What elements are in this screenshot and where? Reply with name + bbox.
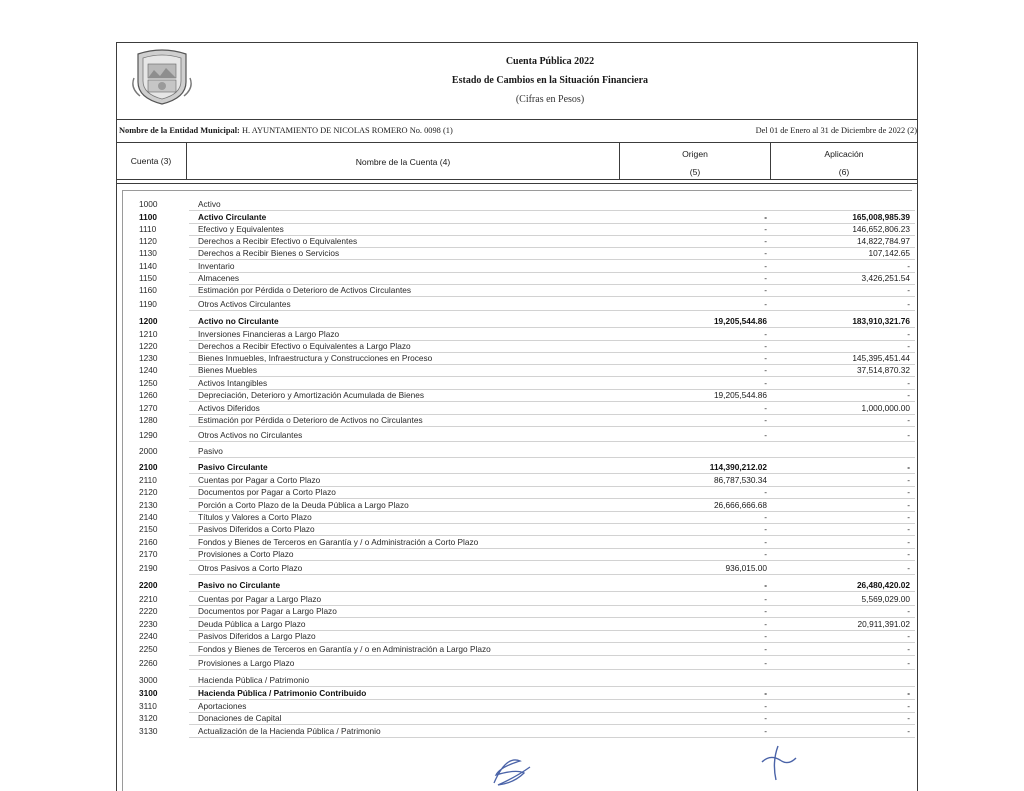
origen-value: 114,390,212.02: [709, 462, 767, 472]
aplicacion-value: -: [907, 537, 910, 547]
account-code: 2130: [139, 500, 158, 510]
table-row: [123, 644, 915, 656]
row-rule: [189, 210, 915, 211]
table-row: [123, 430, 915, 442]
account-name: Activo: [198, 199, 221, 209]
aplicacion-value: -: [907, 606, 910, 616]
account-name: Porción a Corto Plazo de la Deuda Pública a Largo Plazo: [198, 500, 409, 510]
origen-value: -: [764, 594, 767, 604]
account-code: 2000: [139, 446, 158, 456]
account-name: Depreciación, Deterioro y Amortización Acumulada de Bienes: [198, 390, 424, 400]
table-row: [123, 378, 915, 390]
account-code: 1220: [139, 341, 158, 351]
table-row: [123, 475, 915, 487]
origen-value: -: [764, 403, 767, 413]
origen-value: -: [764, 285, 767, 295]
origen-value: 86,787,530.34: [713, 475, 767, 485]
origen-value: -: [764, 606, 767, 616]
aplicacion-value: -: [907, 462, 910, 472]
table-row: [123, 512, 915, 524]
account-code: 1000: [139, 199, 158, 209]
origen-value: 19,205,544.86: [713, 390, 767, 400]
table-row: [123, 606, 915, 618]
table-row: [123, 285, 915, 297]
signature-icon: [762, 746, 796, 780]
account-name: Inversiones Financieras a Largo Plazo: [198, 329, 340, 339]
account-code: 1190: [139, 299, 157, 309]
aplicacion-value: -: [907, 415, 910, 425]
account-code: 2140: [139, 512, 158, 522]
account-code: 1250: [139, 378, 158, 388]
account-name: Activos Intangibles: [198, 378, 268, 388]
account-code: 1140: [139, 261, 157, 271]
row-rule: [189, 296, 915, 297]
account-name: Estimación por Pérdida o Deterioro de Activos Circulantes: [198, 285, 412, 295]
entity-name: H. AYUNTAMIENTO DE NICOLAS ROMERO No. 0098 (1): [241, 126, 453, 135]
account-code: 3110: [139, 701, 157, 711]
aplicacion-value: -: [907, 329, 910, 339]
account-code: 1130: [139, 248, 157, 258]
account-code: 2250: [139, 644, 158, 654]
aplicacion-value: -: [907, 726, 910, 736]
aplicacion-value: -: [907, 701, 910, 711]
account-name: Hacienda Pública / Patrimonio: [198, 675, 310, 685]
origen-value: 19,205,544.86: [713, 316, 767, 326]
account-name: Derechos a Recibir Efectivo o Equivalentes: [198, 236, 358, 246]
row-rule: [189, 310, 915, 311]
origen-value: -: [764, 353, 767, 363]
aplicacion-value: -: [907, 500, 910, 510]
aplicacion-value: 5,569,029.00: [861, 594, 910, 604]
table-row: [123, 299, 915, 311]
aplicacion-value: 20,911,391.02: [857, 619, 910, 629]
account-code: 1120: [139, 236, 157, 246]
account-name: Activo Circulante: [198, 212, 267, 222]
column-divider: [186, 142, 187, 180]
column-header-aplicacion: Aplicación: [824, 149, 864, 159]
table-row: [123, 713, 915, 725]
period-line: Del 01 de Enero al 31 de Diciembre de 2022 (2): [755, 126, 917, 135]
account-code: 1160: [139, 285, 157, 295]
aplicacion-value: 14,822,784.97: [856, 236, 910, 246]
aplicacion-value: -: [907, 341, 910, 351]
aplicacion-value: -: [907, 631, 910, 641]
row-rule: [189, 441, 915, 442]
origen-value: -: [764, 688, 767, 698]
account-name: Fondos y Bienes de Terceros en Garantía y / o Administración a Corto Plazo: [198, 537, 479, 547]
aplicacion-value: -: [907, 285, 910, 295]
account-code: 2210: [139, 594, 158, 604]
table-row: [123, 446, 915, 458]
table-row: [123, 524, 915, 536]
account-code: 1240: [139, 365, 158, 375]
origen-value: -: [764, 378, 767, 388]
account-code: 1210: [139, 329, 158, 339]
origen-value: -: [764, 549, 767, 559]
table-row: [123, 487, 915, 499]
account-code: 2220: [139, 606, 158, 616]
origen-value: -: [764, 512, 767, 522]
origen-value: -: [764, 430, 767, 440]
account-code: 1100: [139, 212, 157, 222]
aplicacion-value: -: [907, 512, 910, 522]
row-rule: [189, 699, 915, 700]
account-name: Pasivo: [198, 446, 223, 456]
account-name: Bienes Muebles: [198, 365, 258, 375]
account-name: Pasivos Diferidos a Largo Plazo: [198, 631, 316, 641]
origen-value: -: [764, 619, 767, 629]
account-code: 1110: [139, 224, 157, 234]
origen-value: -: [764, 537, 767, 547]
account-name: Aportaciones: [198, 701, 247, 711]
origen-value: -: [764, 713, 767, 723]
row-rule: [189, 457, 915, 458]
account-name: Otros Pasivos a Corto Plazo: [198, 563, 303, 573]
table-row: [123, 619, 915, 631]
account-name: Derechos a Recibir Efectivo o Equivalentes a Largo Plazo: [198, 341, 411, 351]
account-name: Pasivo no Circulante: [198, 580, 281, 590]
origen-value: -: [764, 415, 767, 425]
origen-value: -: [764, 329, 767, 339]
aplicacion-value: 26,480,420.02: [856, 580, 910, 590]
aplicacion-value: -: [907, 430, 910, 440]
aplicacion-value: -: [907, 713, 910, 723]
aplicacion-value: -: [907, 261, 910, 271]
origen-value: -: [764, 261, 767, 271]
table-row: [123, 329, 915, 341]
account-name: Bienes Inmuebles, Infraestructura y Construcciones en Proceso: [198, 353, 433, 363]
aplicacion-value: -: [907, 487, 910, 497]
row-rule: [189, 574, 915, 575]
account-code: 2260: [139, 658, 158, 668]
account-name: Documentos por Pagar a Largo Plazo: [198, 606, 337, 616]
row-rule: [189, 498, 915, 499]
origen-value: -: [764, 236, 767, 246]
column-header-origen: Origen: [682, 149, 708, 159]
account-name: Deuda Pública a Largo Plazo: [198, 619, 306, 629]
origen-value: -: [764, 631, 767, 641]
table-row: [123, 415, 915, 427]
account-code: 2160: [139, 537, 158, 547]
aplicacion-value: 165,008,985.39: [852, 212, 910, 222]
table-row: [123, 212, 915, 224]
account-name: Donaciones de Capital: [198, 713, 282, 723]
aplicacion-value: 1,000,000.00: [861, 403, 910, 413]
origen-value: -: [764, 726, 767, 736]
aplicacion-value: -: [907, 378, 910, 388]
row-rule: [189, 591, 915, 592]
account-code: 2200: [139, 580, 158, 590]
aplicacion-value: -: [907, 658, 910, 668]
account-name: Actualización de la Hacienda Pública / Patrimonio: [198, 726, 381, 736]
table-row: [123, 563, 915, 575]
table-row: [123, 199, 915, 211]
account-code: 1150: [139, 273, 157, 283]
table-row: [123, 549, 915, 561]
account-name: Cuentas por Pagar a Corto Plazo: [198, 475, 321, 485]
table-row: [123, 236, 915, 248]
origen-value: -: [764, 365, 767, 375]
table-row: [123, 580, 915, 592]
entity-label: Nombre de la Entidad Municipal:: [119, 126, 240, 135]
origen-value: 26,666,666.68: [713, 500, 767, 510]
account-code: 1230: [139, 353, 158, 363]
account-code: 2170: [139, 549, 158, 559]
row-rule: [189, 686, 915, 687]
account-code: 2120: [139, 487, 158, 497]
account-name: Hacienda Pública / Patrimonio Contribuido: [198, 688, 367, 698]
account-name: Inventario: [198, 261, 235, 271]
account-code: 1290: [139, 430, 158, 440]
account-name: Pasivo Circulante: [198, 462, 268, 472]
column-header-cuenta: Cuenta (3): [130, 156, 172, 166]
aplicacion-value: -: [907, 644, 910, 654]
aplicacion-value: 107,142.65: [868, 248, 910, 258]
table-row: [123, 341, 915, 353]
table-row: [123, 365, 915, 377]
table-row: [123, 261, 915, 273]
table-row: [123, 353, 915, 365]
row-rule: [189, 737, 915, 738]
table-row: [123, 726, 915, 738]
table-row: [123, 316, 915, 328]
table-row: [123, 273, 915, 285]
account-name: Títulos y Valores a Corto Plazo: [198, 512, 312, 522]
account-code: 3100: [139, 688, 158, 698]
origen-value: -: [764, 212, 767, 222]
table-row: [123, 701, 915, 713]
account-code: 2100: [139, 462, 158, 472]
aplicacion-value: -: [907, 524, 910, 534]
table-row: [123, 631, 915, 643]
aplicacion-value: 37,514,870.32: [856, 365, 910, 375]
aplicacion-value: -: [907, 563, 910, 573]
report-units: (Cifras en Pesos): [515, 94, 585, 105]
row-rule: [189, 473, 915, 474]
row-rule: [189, 376, 915, 377]
table-row: [123, 594, 915, 606]
account-name: Fondos y Bienes de Terceros en Garantía y / o en Administración a Largo Plazo: [198, 644, 491, 654]
aplicacion-value: -: [907, 390, 910, 400]
row-rule: [189, 724, 915, 725]
account-code: 1270: [139, 403, 158, 413]
account-code: 1200: [139, 316, 158, 326]
origen-value: -: [764, 299, 767, 309]
row-rule: [189, 669, 915, 670]
column-header-nombre: Nombre de la Cuenta (4): [355, 157, 451, 167]
account-name: Otros Activos Circulantes: [198, 299, 291, 309]
report-subtitle: Estado de Cambios en la Situación Financiera: [451, 75, 649, 86]
origen-value: -: [764, 658, 767, 668]
table-row: [123, 462, 915, 474]
row-rule: [189, 426, 915, 427]
row-rule: [189, 642, 915, 643]
aplicacion-value: -: [907, 688, 910, 698]
row-rule: [189, 401, 915, 402]
account-name: Documentos por Pagar a Corto Plazo: [198, 487, 336, 497]
account-code: 2110: [139, 475, 157, 485]
table-row: [123, 224, 915, 236]
origen-value: -: [764, 273, 767, 283]
table-row: [123, 500, 915, 512]
account-name: Otros Activos no Circulantes: [198, 430, 303, 440]
row-rule: [189, 259, 915, 260]
origen-value: -: [764, 224, 767, 234]
aplicacion-value: 183,910,321.76: [852, 316, 910, 326]
column-header-aplicacion-num: (6): [838, 167, 850, 177]
aplicacion-value: -: [907, 549, 910, 559]
aplicacion-value: 3,426,251.54: [861, 273, 910, 283]
row-rule: [189, 327, 915, 328]
row-rule: [189, 655, 915, 656]
account-name: Provisiones a Largo Plazo: [198, 658, 295, 668]
account-code: 3120: [139, 713, 158, 723]
aplicacion-value: 146,652,806.23: [852, 224, 910, 234]
table-row: [123, 248, 915, 260]
aplicacion-value: -: [907, 475, 910, 485]
account-name: Efectivo y Equivalentes: [198, 224, 284, 234]
account-name: Cuentas por Pagar a Largo Plazo: [198, 594, 322, 604]
origen-value: 936,015.00: [725, 563, 767, 573]
entity-line: [119, 126, 453, 135]
table-row: [123, 675, 915, 687]
account-name: Derechos a Recibir Bienes o Servicios: [198, 248, 340, 258]
origen-value: -: [764, 580, 767, 590]
account-name: Activos Diferidos: [198, 403, 260, 413]
origen-value: -: [764, 701, 767, 711]
account-code: 2190: [139, 563, 158, 573]
origen-value: -: [764, 487, 767, 497]
account-name: Provisiones a Corto Plazo: [198, 549, 294, 559]
table-row: [123, 658, 915, 670]
account-code: 2150: [139, 524, 158, 534]
origen-value: -: [764, 341, 767, 351]
origen-value: -: [764, 248, 767, 258]
table-row: [123, 688, 915, 700]
table-row: [123, 390, 915, 402]
signature-icon: [486, 753, 536, 789]
account-code: 1280: [139, 415, 158, 425]
account-code: 1260: [139, 390, 158, 400]
table-row: [123, 403, 915, 415]
aplicacion-value: 145,395,451.44: [852, 353, 910, 363]
report-title: Cuenta Pública 2022: [505, 56, 595, 67]
account-code: 3000: [139, 675, 158, 685]
aplicacion-value: -: [907, 299, 910, 309]
account-name: Estimación por Pérdida o Deterioro de Activos no Circulantes: [198, 415, 423, 425]
origen-value: -: [764, 644, 767, 654]
row-rule: [189, 535, 915, 536]
row-rule: [189, 560, 915, 561]
row-rule: [189, 617, 915, 618]
account-code: 2230: [139, 619, 158, 629]
origen-value: -: [764, 524, 767, 534]
account-name: Almacenes: [198, 273, 240, 283]
account-name: Pasivos Diferidos a Corto Plazo: [198, 524, 315, 534]
table-row: [123, 537, 915, 549]
account-name: Activo no Circulante: [198, 316, 279, 326]
column-header-origen-num: (5): [689, 167, 701, 177]
account-code: 2240: [139, 631, 158, 641]
municipal-seal-icon: [130, 48, 194, 106]
account-code: 3130: [139, 726, 158, 736]
